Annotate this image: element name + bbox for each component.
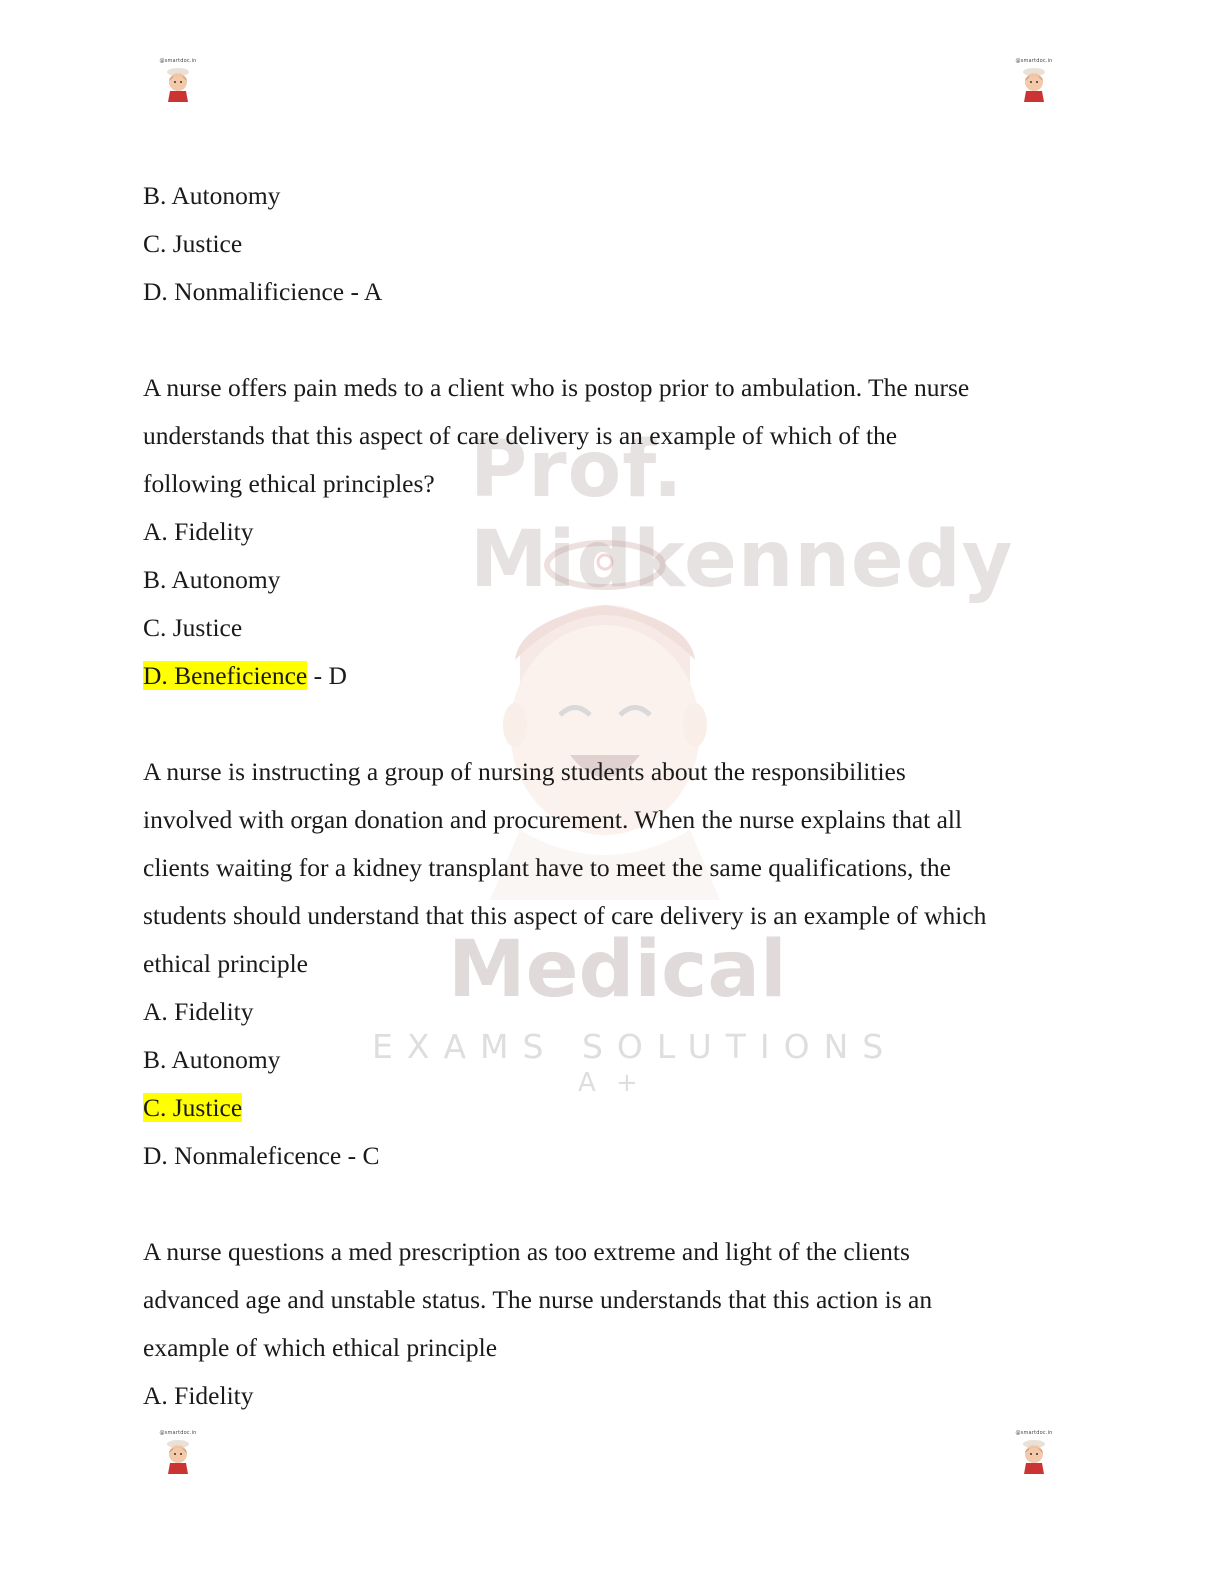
logo-brand-text: @smartdoc.in xyxy=(1015,58,1053,64)
option-line: B. Autonomy xyxy=(143,1045,281,1074)
question-stem-line: A nurse questions a med prescription as too extreme and light of the clients xyxy=(143,1237,910,1266)
question-stem-line: involved with organ donation and procurement. When the nurse explains that all xyxy=(143,805,963,834)
question-stem-line: A nurse is instructing a group of nursing students about the responsibilities xyxy=(143,757,906,786)
option-line-answer xyxy=(143,1084,1083,1132)
question-stem-line: advanced age and unstable status. The nurse understands that this action is an xyxy=(143,1285,933,1314)
option-line: A. Fidelity xyxy=(143,997,254,1026)
question-stem-line: A nurse offers pain meds to a client who is postop prior to ambulation. The nurse xyxy=(143,373,970,402)
question-stem-line: example of which ethical principle xyxy=(143,1333,498,1362)
question-stem-line: ethical principle xyxy=(143,949,308,978)
option-line: A. Fidelity xyxy=(143,1381,254,1410)
question-stem-line: clients waiting for a kidney transplant have to meet the same qualifications, the xyxy=(143,853,951,882)
option-line: D. Nonmalificience - A xyxy=(143,277,383,306)
option-line: A. Fidelity xyxy=(143,517,254,546)
watermark-subtitle: EXAMS SOLUTIONS xyxy=(372,1027,898,1066)
header-logo-left xyxy=(146,58,210,116)
footer-logo-right xyxy=(1002,1430,1066,1488)
watermark-author: Prof. Midkennedy xyxy=(470,425,1014,605)
highlighted-answer: C. Justice xyxy=(143,1093,243,1122)
question-stem-line: following ethical principles? xyxy=(143,469,435,498)
nurse-mascot-icon xyxy=(158,64,198,106)
nurse-mascot-icon xyxy=(158,1436,198,1478)
question-stem-line: students should understand that this aspect of care delivery is an example of which xyxy=(143,901,987,930)
nurse-mascot-icon xyxy=(1014,1436,1054,1478)
footer-logo-left xyxy=(146,1430,210,1488)
option-line: C. Justice xyxy=(143,613,243,642)
option-line: C. Justice xyxy=(143,229,243,258)
logo-brand-text: @smartdoc.in xyxy=(159,58,197,64)
question-stem-line: understands that this aspect of care delivery is an example of which of the xyxy=(143,421,898,450)
nurse-mascot-icon xyxy=(1014,64,1054,106)
option-line-answer: D. Beneficience - D xyxy=(143,661,347,690)
document-body xyxy=(143,172,1083,1420)
highlighted-answer: D. Beneficience xyxy=(143,661,308,690)
watermark-grade: A + xyxy=(578,1068,644,1098)
header-logo-right xyxy=(1002,58,1066,116)
logo-brand-text: @smartdoc.in xyxy=(1015,1430,1053,1436)
option-line: B. Autonomy xyxy=(143,565,281,594)
logo-brand-text: @smartdoc.in xyxy=(159,1430,197,1436)
option-line: B. Autonomy xyxy=(143,181,281,210)
option-line: D. Nonmaleficence - C xyxy=(143,1141,380,1170)
watermark-title: Medical xyxy=(448,925,787,1015)
